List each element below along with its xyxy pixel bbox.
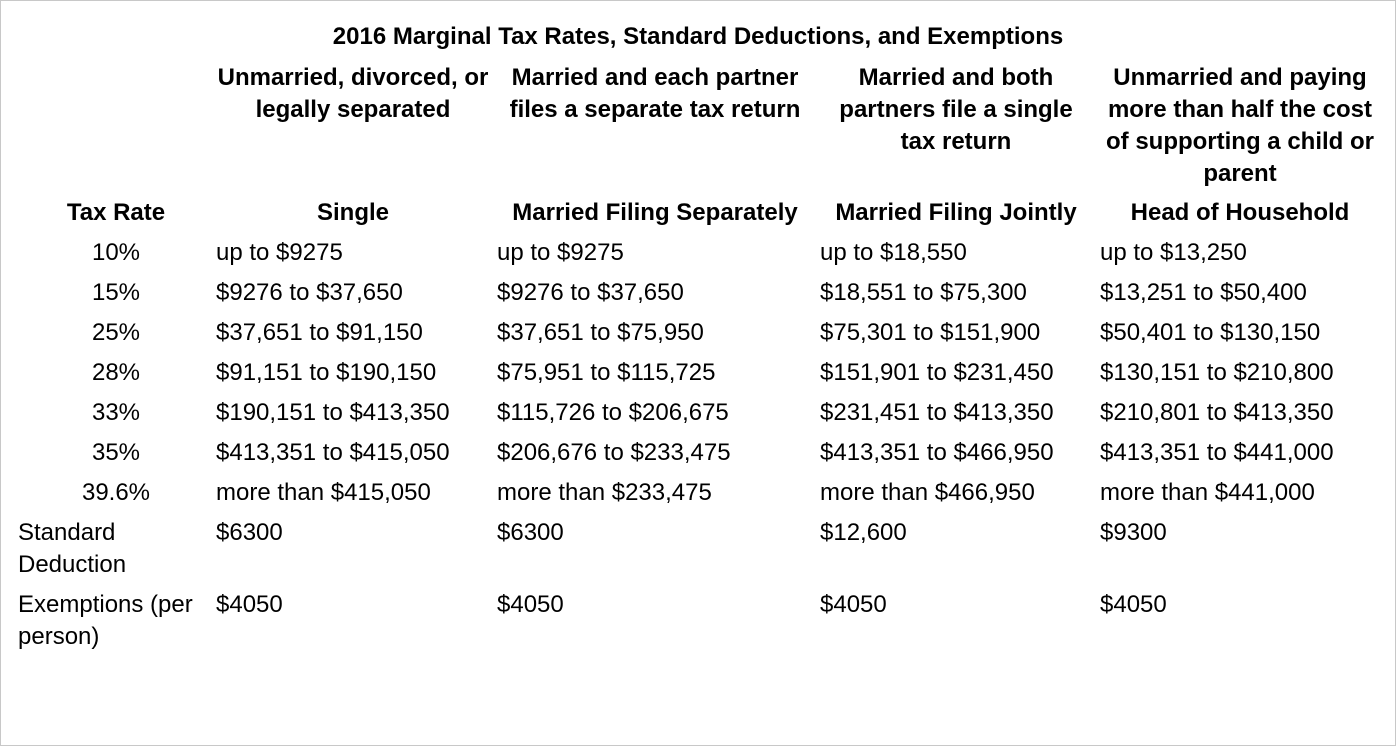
- value-cell: $75,951 to $115,725: [497, 359, 716, 386]
- value-cell: $37,651 to $91,150: [216, 319, 423, 346]
- table-title: 2016 Marginal Tax Rates, Standard Deductions, and Exemptions: [332, 23, 1064, 50]
- exemptions-label: Exemptions (per person): [18, 591, 193, 650]
- rate-cell: 28%: [91, 359, 141, 386]
- rate-cell: 39.6%: [81, 479, 151, 506]
- value-cell: $413,351 to $441,000: [1100, 439, 1334, 466]
- column-description-single: Unmarried, divorced, or legally separated: [217, 64, 489, 123]
- value-cell: $190,151 to $413,350: [216, 399, 450, 426]
- value-cell: $6300: [216, 519, 283, 546]
- value-cell: up to $18,550: [820, 239, 967, 266]
- column-description-married-separately: Married and each partner files a separate tax return: [509, 64, 801, 123]
- value-cell: $210,801 to $413,350: [1100, 399, 1334, 426]
- value-cell: $9276 to $37,650: [216, 279, 403, 306]
- value-cell: $413,351 to $415,050: [216, 439, 450, 466]
- value-cell: $4050: [1100, 591, 1167, 618]
- value-cell: $37,651 to $75,950: [497, 319, 704, 346]
- value-cell: up to $9275: [497, 239, 624, 266]
- value-cell: more than $441,000: [1100, 479, 1315, 506]
- value-cell: $9300: [1100, 519, 1167, 546]
- value-cell: up to $9275: [216, 239, 343, 266]
- column-heading-single: Single: [316, 199, 389, 226]
- value-cell: $151,901 to $231,450: [820, 359, 1054, 386]
- value-cell: $12,600: [820, 519, 907, 546]
- value-cell: more than $466,950: [820, 479, 1035, 506]
- value-cell: $9276 to $37,650: [497, 279, 684, 306]
- rate-cell: 35%: [91, 439, 141, 466]
- column-description-head-of-household: Unmarried and paying more than half the cost of supporting a child or parent: [1106, 64, 1374, 187]
- rate-cell: 15%: [91, 279, 141, 306]
- value-cell: $130,151 to $210,800: [1100, 359, 1334, 386]
- value-cell: more than $233,475: [497, 479, 712, 506]
- value-cell: $91,151 to $190,150: [216, 359, 437, 386]
- value-cell: $206,676 to $233,475: [497, 439, 731, 466]
- tax-rate-header: Tax Rate: [66, 199, 166, 226]
- value-cell: more than $415,050: [216, 479, 431, 506]
- column-heading-head-of-household: Head of Household: [1130, 199, 1350, 226]
- value-cell: $75,301 to $151,900: [820, 319, 1041, 346]
- standard-deduction-label: Standard Deduction: [18, 519, 127, 578]
- value-cell: $4050: [497, 591, 564, 618]
- value-cell: $413,351 to $466,950: [820, 439, 1054, 466]
- value-cell: $231,451 to $413,350: [820, 399, 1054, 426]
- value-cell: $4050: [820, 591, 887, 618]
- value-cell: $115,726 to $206,675: [497, 399, 729, 426]
- value-cell: $18,551 to $75,300: [820, 279, 1027, 306]
- rate-cell: 10%: [91, 239, 141, 266]
- value-cell: $6300: [497, 519, 564, 546]
- value-cell: $50,401 to $130,150: [1100, 319, 1321, 346]
- rate-cell: 33%: [91, 399, 141, 426]
- value-cell: $4050: [216, 591, 283, 618]
- column-heading-married-jointly: Married Filing Jointly: [835, 199, 1077, 226]
- value-cell: $13,251 to $50,400: [1100, 279, 1307, 306]
- rate-cell: 25%: [91, 319, 141, 346]
- value-cell: up to $13,250: [1100, 239, 1247, 266]
- column-description-married-jointly: Married and both partners file a single tax return: [839, 64, 1073, 155]
- column-heading-married-separately: Married Filing Separately: [512, 199, 798, 226]
